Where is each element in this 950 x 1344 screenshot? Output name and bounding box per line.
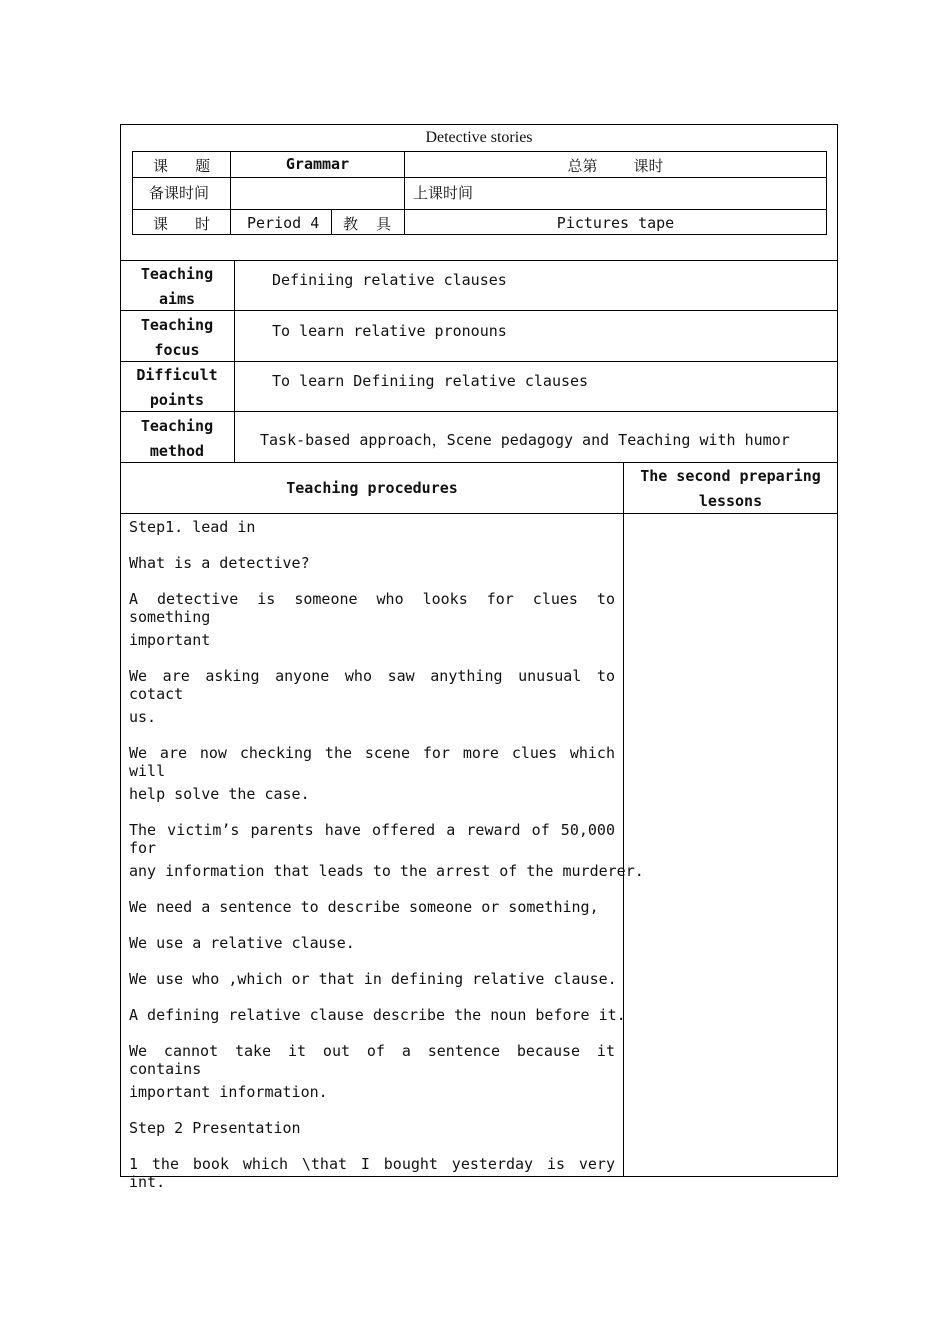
procedure-line: What is a detective? — [129, 554, 310, 572]
procedure-line: We are asking anyone who saw anything unusual to cotact — [129, 667, 615, 703]
topic-value: Grammar — [285, 155, 350, 173]
procedure-line: us. — [129, 708, 157, 726]
document-title: Detective stories — [425, 129, 533, 146]
topic-label: 课 题 — [153, 157, 211, 175]
procedure-line: Step1. lead in — [129, 518, 256, 536]
procedure-line: any information that leads to the arrest of the murderer. — [129, 862, 644, 880]
table-divider — [234, 260, 235, 462]
row-label-method: Teaching method — [140, 417, 214, 460]
procedures-header: Teaching procedures — [286, 479, 458, 497]
procedure-line: important — [129, 631, 211, 649]
header-divider — [133, 209, 826, 210]
class-time-label: 上课时间 — [413, 184, 474, 202]
header-divider — [133, 177, 826, 178]
second-preparing-header: The second preparing lessons — [640, 467, 821, 510]
row-label-aims: Teaching aims — [140, 265, 214, 308]
procedure-line: We need a sentence to describe someone or something, — [129, 898, 599, 916]
row-label-focus: Teaching focus — [140, 316, 214, 359]
procedure-line: We are now checking the scene for more clues which will — [129, 744, 615, 780]
total-lessons-label: 总第 课时 — [567, 157, 664, 175]
procedure-line: A detective is someone who looks for clues to something — [129, 590, 615, 626]
procedure-line: We use who ,which or that in defining relative clause. — [129, 970, 617, 988]
procedure-line: help solve the case. — [129, 785, 310, 803]
period-value: Period 4 — [247, 214, 320, 232]
teaching-aids-value: Pictures tape — [556, 214, 675, 232]
procedure-line: The victim’s parents have offered a reward of 50,000 for — [129, 821, 615, 857]
procedure-line: We use a relative clause. — [129, 934, 355, 952]
procedure-line: Step 2 Presentation — [129, 1119, 301, 1137]
lesson-plan-frame — [120, 124, 838, 1191]
procedure-line: A defining relative clause describe the noun before it. — [129, 1006, 626, 1024]
header-info-table — [132, 151, 827, 235]
procedure-line: 1 the book which \that I bought yesterday is very int. — [129, 1155, 615, 1191]
procedure-line: important information. — [129, 1083, 328, 1101]
row-value-method: Task-based approach，Scene pedagogy and Teaching with humor — [260, 431, 790, 449]
row-value-focus: To learn relative pronouns — [272, 322, 507, 340]
table-divider — [623, 462, 624, 1176]
row-value-aims: Definiing relative clauses — [272, 271, 507, 289]
row-value-difficult: To learn Definiing relative clauses — [272, 372, 589, 390]
prep-time-label: 备课时间 — [149, 184, 210, 202]
row-label-difficult: Difficult points — [136, 366, 218, 409]
table-divider — [121, 260, 837, 261]
header-divider — [331, 209, 332, 234]
procedure-line: We cannot take it out of a sentence because it contains — [129, 1042, 615, 1078]
teaching-aids-label: 教 具 — [343, 215, 392, 233]
period-label: 课 时 — [153, 215, 211, 233]
